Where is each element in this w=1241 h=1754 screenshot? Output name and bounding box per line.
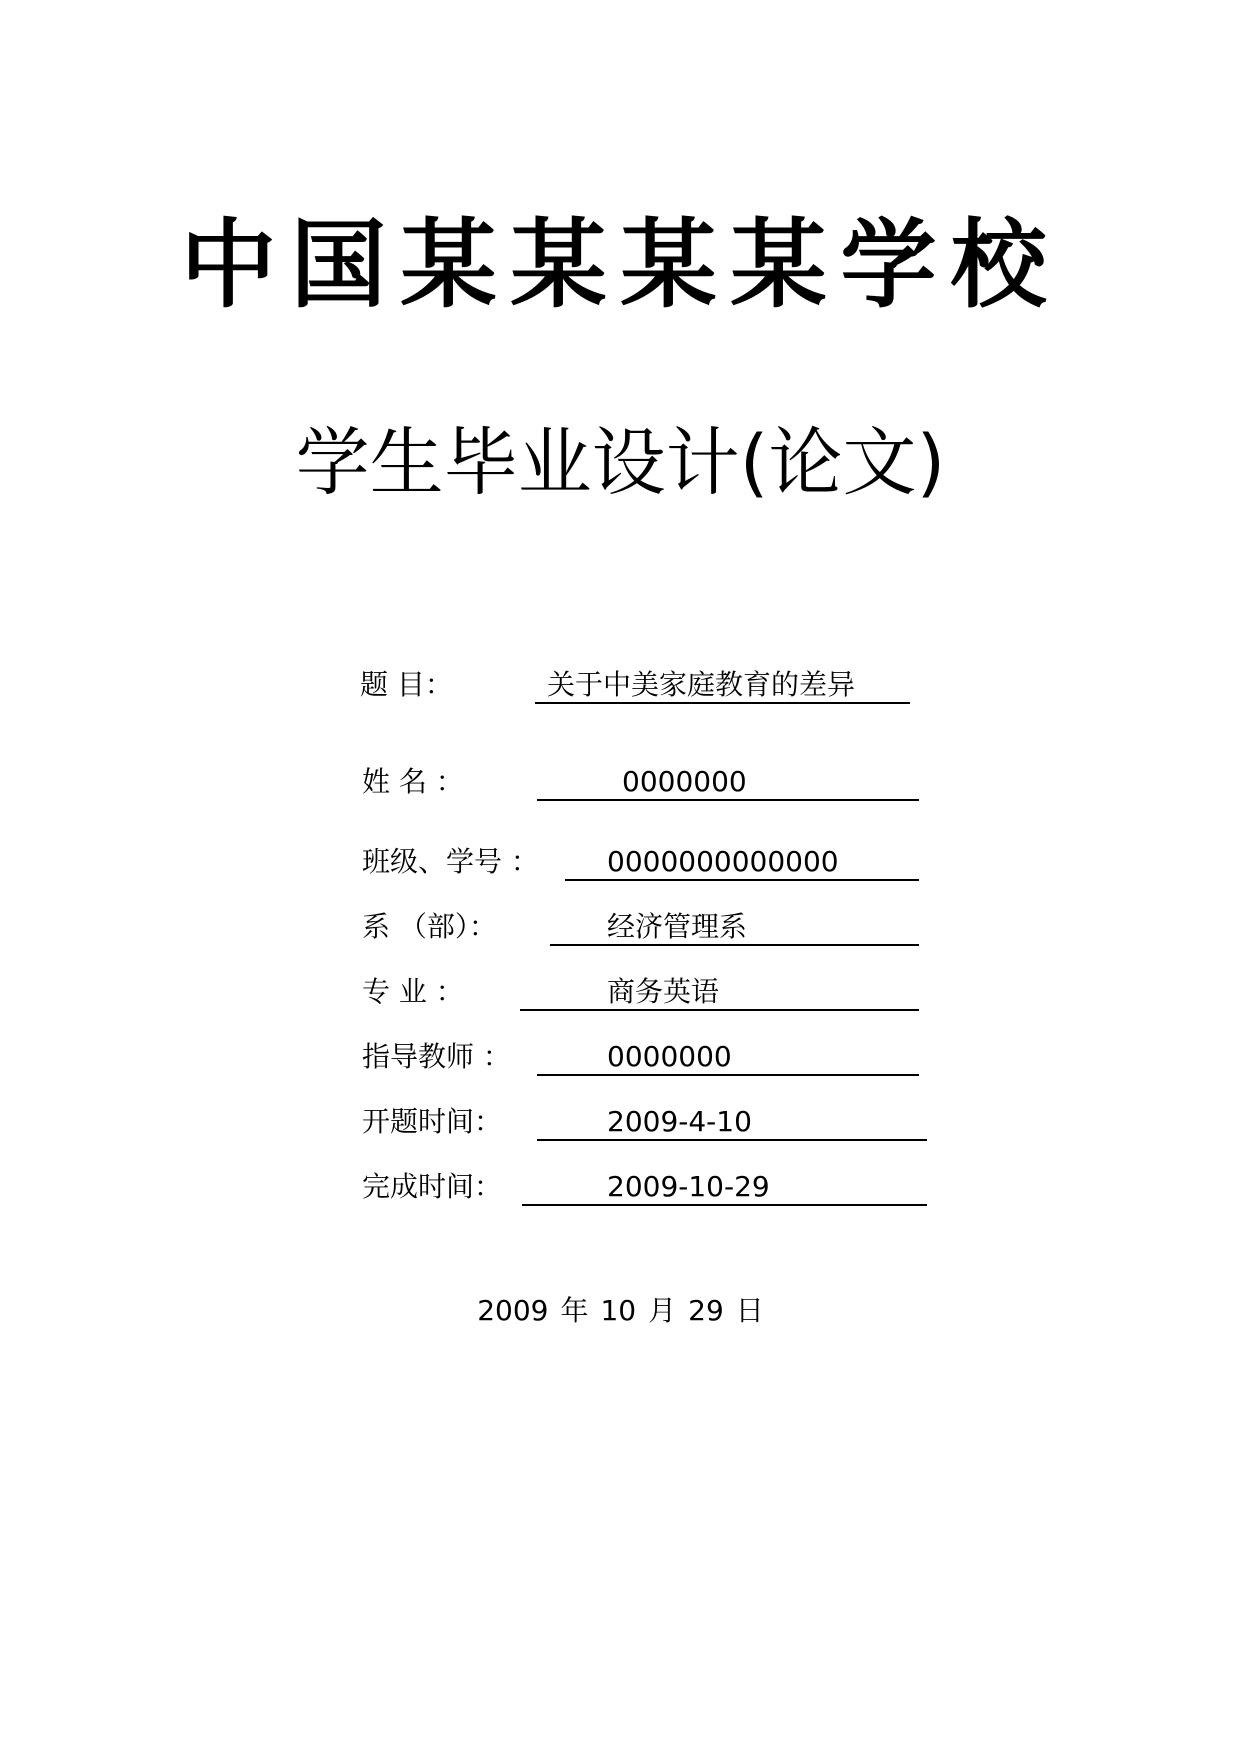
class-id-label: 班级、学号 ： xyxy=(362,845,539,878)
school-name: 中国某某某某学校 xyxy=(180,208,1061,321)
finish-time-label: 完成时间： xyxy=(362,1170,503,1203)
name-value: 0000000 xyxy=(537,765,919,801)
date-year-unit: 年 xyxy=(560,1294,589,1327)
advisor-value: 0000000 xyxy=(537,1040,919,1076)
start-time-label: 开题时间： xyxy=(362,1105,503,1138)
title-value: 关于中美家庭教育的差异 xyxy=(535,668,910,704)
department-label: 系 （部）： xyxy=(362,910,497,943)
date-year: 2009 xyxy=(477,1294,549,1327)
date-day-unit: 日 xyxy=(735,1294,764,1327)
advisor-label: 指导教师 ： xyxy=(362,1040,511,1073)
class-id-value: 0000000000000 xyxy=(565,845,919,881)
major-value: 商务英语 xyxy=(520,975,919,1011)
title-label: 题 目： xyxy=(360,668,453,701)
date-month-unit: 月 xyxy=(648,1294,677,1327)
date-day: 29 xyxy=(688,1294,724,1327)
date-month: 10 xyxy=(600,1294,637,1327)
department-value: 经济管理系 xyxy=(550,910,919,946)
document-title: 学生毕业设计(论文) xyxy=(295,420,946,506)
major-label: 专 业 ： xyxy=(362,975,464,1008)
footer-date xyxy=(0,1294,1241,1328)
finish-time-value: 2009-10-29 xyxy=(522,1170,927,1206)
start-time-value: 2009-4-10 xyxy=(537,1105,927,1141)
name-label: 姓 名 ： xyxy=(362,765,464,798)
